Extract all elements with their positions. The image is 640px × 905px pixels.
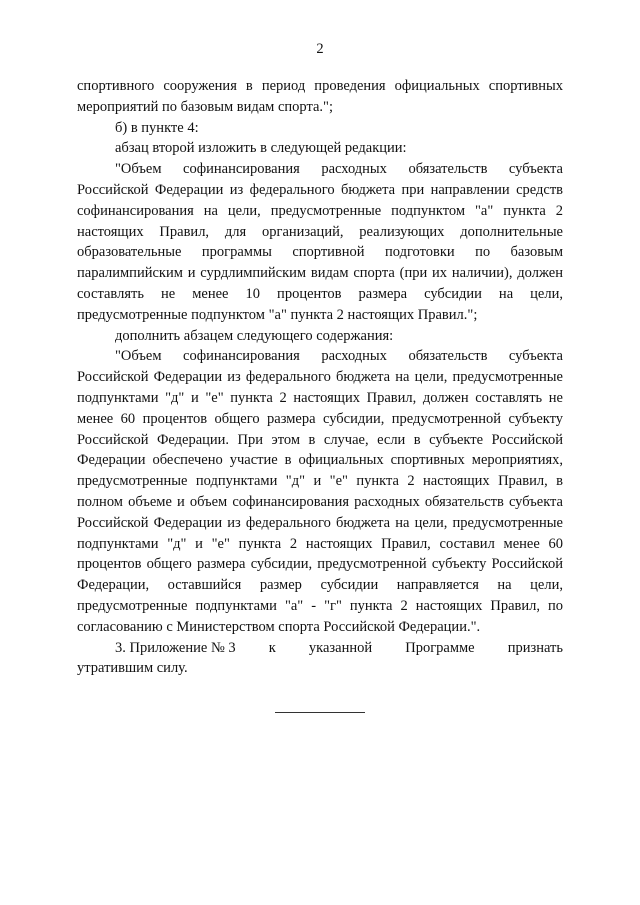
page-number: 2 [316, 41, 324, 57]
paragraph-3: абзац второй изложить в следующей редакции: [115, 140, 407, 157]
point-3-word-3: указанной [308, 639, 373, 656]
paragraph-6: "Объем софинансирования расходных обязательств субъекта Российской Федерации из федерального бюджета на цели, предусмотренные подпунктами "д" и "е" пункта 2 настоящих Правил, должен составлять не менее 60 процентов общего размера субсидии, предусмотренной субъекту Российской Федерации. При этом в случае, если в субъекте Российской Федерации обеспечено участие в официальных спортивных мероприятиях, предусмотренные подпунктами "д" и "е" пункта 2 настоящих Правил, в полном объеме и объем софинансирования расходных обязательств субъекта Российской Федерации из федерального бюджета на цели, предусмотренные подпунктами "д" и "е" пункта 2 настоящих Правил, составил менее 60 процентов общего размера субсидии, предусмотренной субъекту Российской Федерации, оставшийся размер субсидии направляется на цели, предусмотренные подпунктами "а" - "г" пункта 2 настоящих Правил, по согласованию с Министерством спорта Российской Федерации.". [77, 348, 563, 635]
point-3-word-4: Программе [405, 639, 475, 656]
point-3-continuation: утратившим силу. [77, 660, 188, 677]
point-3-word-5: признать [507, 639, 563, 656]
point-3-word-1: 3. Приложение № 3 [115, 639, 236, 656]
point-3-line [77, 638, 563, 659]
end-divider [275, 712, 365, 713]
paragraph-1: спортивного сооружения в период проведения официальных спортивных мероприятий по базовым видам спорта."; [77, 78, 563, 115]
paragraph-5: дополнить абзацем следующего содержания: [115, 327, 394, 344]
paragraph-4: "Объем софинансирования расходных обязательств субъекта Российской Федерации из федерального бюджета при направлении средств софинансирования на цели, предусмотренные подпунктом "а" пункта 2 настоящих Правил, для организаций, реализующих дополнительные образовательные программы спортивной подготовки по базовым паралимпийским и сурдлимпийским видам спорта (при их наличии), должен составлять не менее 10 процентов размера субсидии на цели, предусмотренные подпунктом "а" пункта 2 настоящих Правил."; [77, 161, 563, 323]
paragraph-2: б) в пункте 4: [115, 119, 199, 136]
document-body [77, 76, 563, 679]
point-3-word-2: к [268, 639, 276, 656]
